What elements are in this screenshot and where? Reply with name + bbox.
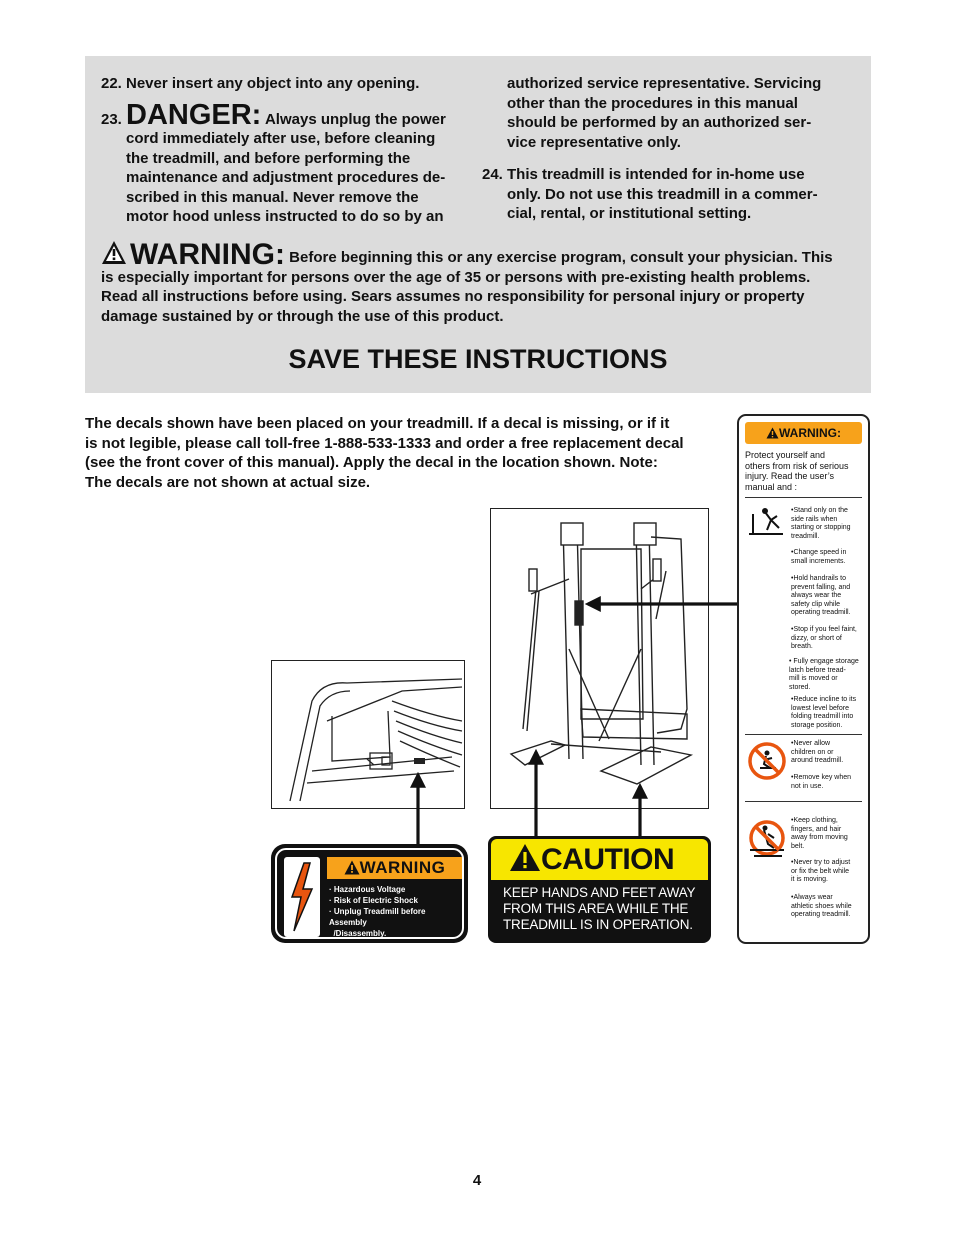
decal-warning-header: WARNING: (745, 422, 862, 444)
safety-right-column: authorized service representative. Servicing other than the procedures in this manual should be performed by an authorized ser- vice representative only. 24. This treadmill is intended for in-home use only. Do not use this treadmill in a commer- cial, rental, or institutional setting. (482, 74, 862, 224)
save-instructions-title: SAVE THESE INSTRUCTIONS (288, 344, 668, 374)
warning-label: WARNING: (130, 238, 285, 271)
decal-intro-text: Protect yourself and others from risk of serious injury. Read the user’s manual and : (745, 450, 849, 492)
safety-left-column: 22. Never insert any object into any opening. 23. DANGER: Always unplug the power cord immediately after use, before cleaning the treadmill, and before performing the maintenance and adjustment procedures de- scribed in this manual. Never remove the motor hood unless instructed to do so by an (101, 74, 471, 227)
lightning-bolt-icon (284, 857, 320, 937)
hand-belt-icon (748, 820, 786, 862)
decals-intro: The decals shown have been placed on your treadmill. If a decal is missing, or if it is not legible, please call toll-free 1-888-533-1333 and order a free replacement decal (see the front cover of this manual). Apply the decal in the location shown. Note: The decals are not shown at actual size. (85, 415, 684, 491)
warning-triangle-icon (344, 860, 360, 875)
voltage-warning-header: WARNING (327, 857, 462, 879)
caution-text: KEEP HANDS AND FEET AWAY FROM THIS AREA WHILE THE TREADMILL IS IN OPERATION. (503, 885, 696, 932)
danger-label: DANGER: (126, 98, 262, 131)
voltage-warning-text: · Hazardous Voltage · Risk of Electric Shock · Unplug Treadmill before Assembly /Disassembly. (329, 885, 426, 938)
no-children-icon (748, 742, 786, 780)
page-number: 4 (472, 1172, 482, 1189)
item-24: 24. This treadmill is intended for in-home use (482, 166, 805, 183)
voltage-warning-decal (271, 844, 468, 943)
warning-paragraph: WARNING: Before beginning this or any exercise program, consult your physician. This is especially important for persons over the age of 35 or persons with pre-existing health problems. Read all instructions before using. Sears assumes no responsibility for personal injury or property damage sustained by or through the use of this product. (101, 238, 833, 325)
caution-decal (488, 836, 711, 943)
warning-triangle-icon (766, 427, 779, 439)
item-22: 22. Never insert any object into any opening. (101, 75, 420, 92)
warning-decal-vertical: WARNING: Protect yourself and others from risk of serious injury. Read the user’s manual and : •Stand only on the side rails when starting or stopping treadmill. •Change speed in small increments. •Hold handrails to prevent falling, and always wear the safety clip while operating treadmill. •Stop if you feel faint, dizzy, or short of breath. • Fully engage storage latch before tread- mill is moved or stored. •Reduce incline to its lowest level before folding treadmill into storage position. •Never allow children on or around treadmill. •Remove key when not in use. •Keep clothing, fingers, and hair away from moving belt. •Never try to adjust or fix the belt while it is moving. •Always wear athletic shoes while operating treadmill. (737, 414, 870, 944)
caution-triangle-icon (509, 843, 541, 872)
side-rail-icon (747, 506, 785, 536)
item-23: 23. DANGER: Always unplug the power (101, 98, 446, 131)
caution-header: CAUTION (491, 839, 708, 880)
